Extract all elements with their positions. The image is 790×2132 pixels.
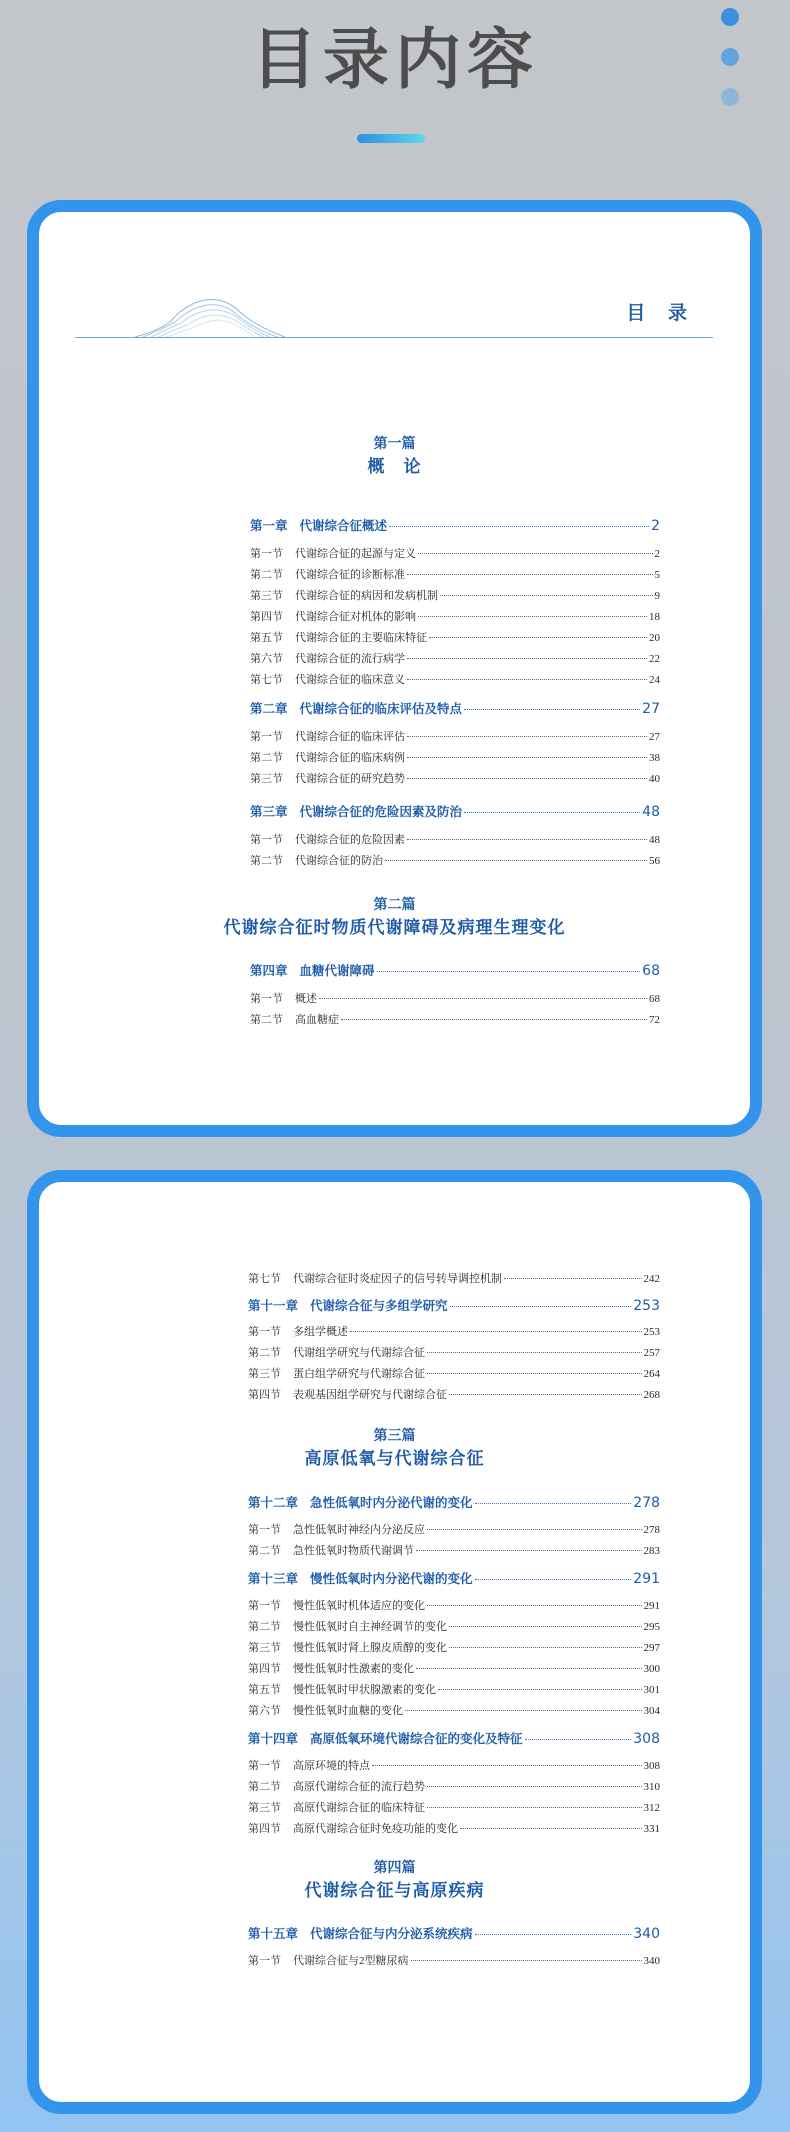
section-label: 第二节 — [250, 1014, 283, 1026]
section-label: 第四节 — [248, 1823, 281, 1835]
section-label: 第一节 — [248, 1524, 281, 1536]
part-title: 概 论 — [367, 457, 422, 477]
dot-leader — [407, 658, 647, 659]
section-label: 第四节 — [248, 1663, 281, 1675]
toc-section-row[interactable] — [250, 831, 660, 847]
toc-section-row[interactable] — [248, 1639, 660, 1655]
toc-section-row[interactable] — [248, 1521, 660, 1537]
chapter-title: 代谢综合征与多组学研究 — [310, 1298, 448, 1313]
page-number: 310 — [643, 1781, 660, 1793]
section-label: 第五节 — [250, 632, 283, 644]
header-divider — [75, 337, 713, 338]
section-title: 急性低氧时物质代谢调节 — [293, 1545, 414, 1557]
page-number: 340 — [633, 1926, 660, 1942]
page-number: 312 — [643, 1802, 660, 1814]
toc-page-2 — [27, 1170, 762, 2114]
dot-leader — [405, 1710, 642, 1711]
section-title: 高原环境的特点 — [293, 1760, 370, 1772]
section-title: 代谢综合征对机体的影响 — [295, 611, 416, 623]
page-number: 72 — [649, 1014, 660, 1026]
page-number: 291 — [633, 1571, 660, 1587]
dot-leader — [407, 574, 653, 575]
dot-leader — [427, 1605, 642, 1606]
part-heading — [39, 434, 750, 480]
section-title: 高原代谢综合征的临床特征 — [293, 1802, 425, 1814]
page-number: 242 — [643, 1273, 660, 1285]
dot-leader — [319, 998, 647, 999]
toc-section-row[interactable] — [250, 1011, 660, 1027]
section-label: 第二节 — [248, 1781, 281, 1793]
section-title: 急性低氧时神经内分泌反应 — [293, 1524, 425, 1536]
dot-leader — [475, 1579, 632, 1580]
section-title: 慢性低氧时性激素的变化 — [293, 1663, 414, 1675]
dot-leader — [416, 1668, 642, 1669]
section-label: 第一节 — [250, 731, 283, 743]
dot-leader — [427, 1529, 642, 1530]
section-label: 第一节 — [248, 1955, 281, 1967]
section-label: 第三节 — [248, 1802, 281, 1814]
toc-chapter-row[interactable] — [248, 1296, 660, 1314]
toc-section-row[interactable] — [248, 1660, 660, 1676]
chapter-title: 代谢综合征的危险因素及防治 — [299, 804, 463, 819]
toc-section-row[interactable] — [248, 1386, 660, 1402]
section-label: 第六节 — [248, 1705, 281, 1717]
toc-section-row[interactable] — [248, 1702, 660, 1718]
toc-section-row[interactable] — [250, 852, 660, 868]
dot-leader — [407, 679, 647, 680]
section-label: 第三节 — [250, 773, 283, 785]
page-number: 297 — [643, 1642, 660, 1654]
page-number: 9 — [654, 590, 660, 602]
dot-leader — [450, 1306, 632, 1307]
dot-leader — [411, 1960, 642, 1961]
section-title: 慢性低氧时肾上腺皮质醇的变化 — [293, 1642, 447, 1654]
page-number: 27 — [649, 731, 660, 743]
page-number: 24 — [649, 674, 660, 686]
part-title: 高原低氧与代谢综合征 — [304, 1449, 485, 1469]
toc-section-row[interactable] — [248, 1323, 660, 1339]
dot-leader — [525, 1739, 632, 1740]
section-label: 第五节 — [248, 1684, 281, 1696]
section-title: 慢性低氧时血糖的变化 — [293, 1705, 403, 1717]
page-number: 278 — [633, 1495, 660, 1511]
decorative-dot — [721, 48, 739, 66]
section-title: 代谢综合征与2型糖尿病 — [293, 1955, 409, 1967]
section-title: 多组学概述 — [293, 1326, 348, 1338]
section-label: 第三节 — [248, 1642, 281, 1654]
decorative-dot — [721, 88, 739, 106]
chapter-title: 代谢综合征与内分泌系统疾病 — [310, 1926, 473, 1941]
section-title: 代谢综合征的防治 — [295, 855, 383, 867]
chapter-label: 第十一章 — [248, 1298, 299, 1313]
toc-chapter-row[interactable] — [250, 516, 660, 534]
toc-section-row[interactable] — [248, 1757, 660, 1773]
page-number: 68 — [642, 963, 660, 979]
toc-section-row[interactable] — [250, 608, 660, 624]
section-title: 慢性低氧时甲状腺激素的变化 — [293, 1684, 436, 1696]
chapter-title: 急性低氧时内分泌代谢的变化 — [310, 1495, 473, 1510]
section-label: 第三节 — [250, 590, 283, 602]
section-label: 第三节 — [248, 1368, 281, 1380]
chapter-title: 代谢综合征概述 — [299, 518, 388, 533]
section-label: 第二节 — [248, 1621, 281, 1633]
toc-chapter-row[interactable] — [250, 961, 660, 979]
toc-section-row[interactable] — [248, 1542, 660, 1558]
dot-leader — [350, 1331, 642, 1332]
chapter-label: 第十三章 — [248, 1571, 299, 1586]
toc-chapter-row[interactable] — [248, 1493, 660, 1511]
section-label: 第二节 — [248, 1545, 281, 1557]
section-title: 代谢综合征的临床病例 — [295, 752, 405, 764]
section-label: 第一节 — [248, 1600, 281, 1612]
section-title: 蛋白组学研究与代谢综合征 — [293, 1368, 425, 1380]
chapter-label: 第四章 — [250, 963, 288, 978]
part-heading — [39, 1426, 750, 1472]
chapter-label: 第十四章 — [248, 1731, 299, 1746]
page-number: 340 — [643, 1955, 660, 1967]
dot-leader — [385, 860, 647, 861]
part-number: 第四篇 — [373, 1860, 416, 1876]
toc-section-row[interactable] — [248, 1952, 660, 1968]
dot-leader — [407, 839, 647, 840]
dot-leader — [341, 1019, 647, 1020]
toc-section-row[interactable] — [250, 728, 660, 744]
dot-leader — [449, 1626, 642, 1627]
page-number: 48 — [649, 834, 660, 846]
title-underline — [357, 134, 425, 143]
toc-section-row[interactable] — [250, 671, 660, 687]
dot-leader — [464, 812, 640, 813]
toc-section-row[interactable] — [248, 1618, 660, 1634]
chapter-title: 血糖代谢障碍 — [299, 963, 375, 978]
section-label: 第二节 — [248, 1347, 281, 1359]
chapter-label: 第十五章 — [248, 1926, 299, 1941]
page-number: 308 — [643, 1760, 660, 1772]
toc-section-row[interactable] — [250, 650, 660, 666]
section-title: 代谢综合征的诊断标准 — [295, 569, 405, 581]
section-title: 概述 — [295, 993, 317, 1005]
toc-section-row[interactable] — [250, 770, 660, 786]
chapter-title: 代谢综合征的临床评估及特点 — [299, 701, 463, 716]
mountain-decoration — [135, 282, 285, 338]
dot-leader — [475, 1503, 632, 1504]
chapter-title: 高原低氧环境代谢综合征的变化及特征 — [310, 1731, 523, 1746]
dot-leader — [460, 1828, 642, 1829]
page-number: 68 — [649, 993, 660, 1005]
section-label: 第二节 — [250, 855, 283, 867]
section-title: 代谢综合征的危险因素 — [295, 834, 405, 846]
dot-leader — [416, 1550, 642, 1551]
dot-leader — [449, 1647, 642, 1648]
dot-leader — [427, 1352, 642, 1353]
section-title: 代谢综合征的临床评估 — [295, 731, 405, 743]
section-title: 高原代谢综合征时免疫功能的变化 — [293, 1823, 458, 1835]
toc-section-row[interactable] — [248, 1365, 660, 1381]
chapter-label: 第一章 — [250, 518, 288, 533]
page-number: 56 — [649, 855, 660, 867]
page-number: 253 — [643, 1326, 660, 1338]
chapter-label: 第二章 — [250, 701, 288, 716]
dot-leader — [407, 778, 647, 779]
section-title: 代谢综合征的主要临床特征 — [295, 632, 427, 644]
page-number: 2 — [651, 518, 660, 534]
page-number: 308 — [633, 1731, 660, 1747]
dot-leader — [438, 1689, 642, 1690]
page-number: 18 — [649, 611, 660, 623]
section-title: 高原代谢综合征的流行趋势 — [293, 1781, 425, 1793]
page-number: 291 — [643, 1600, 660, 1612]
toc-chapter-row[interactable] — [248, 1924, 660, 1942]
page-number: 257 — [643, 1347, 660, 1359]
toc-chapter-row[interactable] — [250, 699, 660, 717]
dot-leader — [440, 595, 653, 596]
page-number: 5 — [654, 569, 660, 581]
section-title: 代谢综合征的流行病学 — [295, 653, 405, 665]
section-label: 第四节 — [250, 611, 283, 623]
toc-section-row[interactable] — [250, 749, 660, 765]
toc-section-row[interactable] — [248, 1681, 660, 1697]
section-title: 代谢综合征的起源与定义 — [295, 548, 416, 560]
page-number: 27 — [642, 701, 660, 717]
dot-leader — [464, 709, 640, 710]
section-title: 表观基因组学研究与代谢综合征 — [293, 1389, 447, 1401]
section-label: 第一节 — [250, 834, 283, 846]
decorative-dot — [721, 8, 739, 26]
page-number: 2 — [654, 548, 660, 560]
toc-section-row[interactable] — [248, 1344, 660, 1360]
dot-leader — [418, 616, 647, 617]
toc-section-row[interactable] — [250, 587, 660, 603]
page-number: 38 — [649, 752, 660, 764]
page-number: 295 — [643, 1621, 660, 1633]
section-title: 慢性低氧时自主神经调节的变化 — [293, 1621, 447, 1633]
page-number: 268 — [643, 1389, 660, 1401]
page-number: 283 — [643, 1545, 660, 1557]
part-heading — [39, 895, 750, 941]
part-title: 代谢综合征与高原疾病 — [304, 1881, 485, 1901]
section-label: 第一节 — [248, 1326, 281, 1338]
dot-leader — [372, 1765, 642, 1766]
dot-leader — [504, 1278, 642, 1279]
toc-chapter-row[interactable] — [248, 1729, 660, 1747]
page-title: 目录内容 — [251, 21, 539, 98]
section-title: 代谢综合征的研究趋势 — [295, 773, 405, 785]
toc-section-row[interactable] — [248, 1799, 660, 1815]
toc-section-row[interactable] — [248, 1778, 660, 1794]
toc-header — [75, 282, 713, 338]
dot-leader — [429, 637, 647, 638]
page-number: 304 — [643, 1705, 660, 1717]
toc-section-row[interactable] — [250, 545, 660, 561]
section-label: 第七节 — [250, 674, 283, 686]
toc-title: 目 录 — [626, 302, 695, 324]
section-title: 高血糖症 — [295, 1014, 339, 1026]
toc-chapter-row[interactable] — [250, 802, 660, 820]
section-label: 第二节 — [250, 569, 283, 581]
page-number: 300 — [643, 1663, 660, 1675]
part-title: 代谢综合征时物质代谢障碍及病理生理变化 — [223, 918, 566, 938]
dot-leader — [418, 553, 653, 554]
toc-page-1 — [27, 200, 762, 1137]
toc-chapter-row[interactable] — [248, 1569, 660, 1587]
section-label: 第一节 — [248, 1760, 281, 1772]
dot-leader — [427, 1786, 642, 1787]
section-title: 代谢综合征时炎症因子的信号转导调控机制 — [293, 1273, 502, 1285]
toc-section-row[interactable] — [250, 990, 660, 1006]
dot-leader — [427, 1807, 642, 1808]
part-number: 第二篇 — [373, 897, 416, 913]
toc-section-row[interactable] — [248, 1597, 660, 1613]
chapter-title: 慢性低氧时内分泌代谢的变化 — [310, 1571, 473, 1586]
page-number: 40 — [649, 773, 660, 785]
section-title: 慢性低氧时机体适应的变化 — [293, 1600, 425, 1612]
chapter-label: 第十二章 — [248, 1495, 299, 1510]
chapter-label: 第三章 — [250, 804, 288, 819]
dot-leader — [475, 1934, 632, 1935]
section-label: 第四节 — [248, 1389, 281, 1401]
part-heading — [39, 1858, 750, 1904]
toc-section-row[interactable] — [248, 1270, 660, 1286]
part-number: 第一篇 — [373, 436, 416, 452]
section-label: 第六节 — [250, 653, 283, 665]
page-number: 264 — [643, 1368, 660, 1380]
section-label: 第二节 — [250, 752, 283, 764]
section-label: 第一节 — [250, 548, 283, 560]
dot-leader — [427, 1373, 642, 1374]
dot-leader — [449, 1394, 642, 1395]
page-number: 48 — [642, 804, 660, 820]
toc-section-row[interactable] — [250, 629, 660, 645]
section-title: 代谢综合征的临床意义 — [295, 674, 405, 686]
dot-leader — [389, 526, 649, 527]
page-number: 20 — [649, 632, 660, 644]
page-number: 253 — [633, 1298, 660, 1314]
dot-leader — [407, 736, 647, 737]
dot-leader — [377, 971, 641, 972]
page-number: 278 — [643, 1524, 660, 1536]
page-number: 22 — [649, 653, 660, 665]
dot-leader — [407, 757, 647, 758]
page-number: 301 — [643, 1684, 660, 1696]
section-title: 代谢组学研究与代谢综合征 — [293, 1347, 425, 1359]
toc-section-row[interactable] — [248, 1820, 660, 1836]
section-title: 代谢综合征的病因和发病机制 — [295, 590, 438, 602]
page-number: 331 — [643, 1823, 660, 1835]
part-number: 第三篇 — [373, 1428, 416, 1444]
section-label: 第一节 — [250, 993, 283, 1005]
toc-section-row[interactable] — [250, 566, 660, 582]
section-label: 第七节 — [248, 1273, 281, 1285]
